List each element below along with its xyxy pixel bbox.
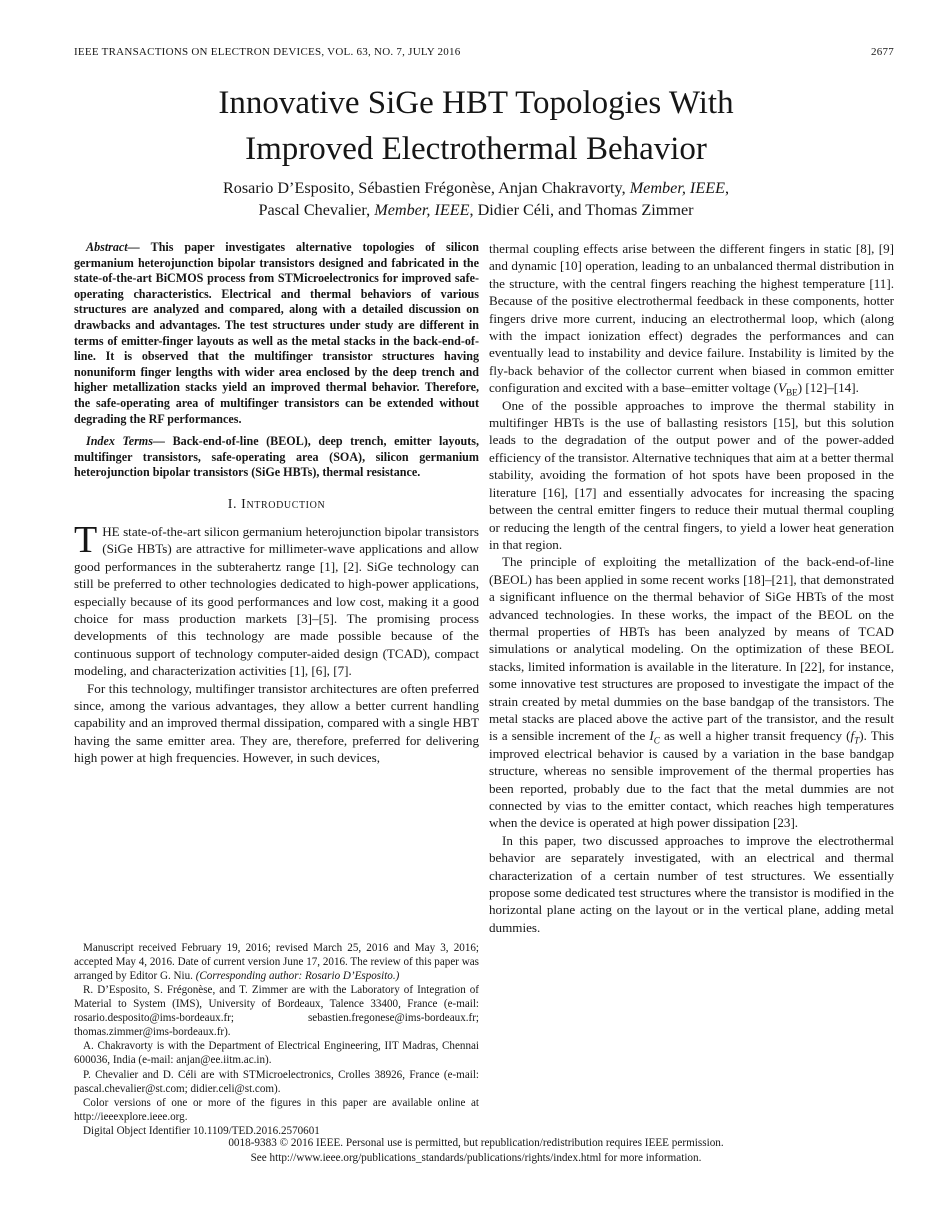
paper-title-line1: Innovative SiGe HBT Topologies With — [218, 85, 734, 121]
footnote-affiliation-iit: A. Chakravorty is with the Department of Electrical Engineering, IIT Madras, Chennai 600036, India (e-mail: anjan@ee.iitm.ac.in). — [74, 1040, 479, 1067]
abstract-label: Abstract— — [86, 240, 151, 254]
journal-title: IEEE TRANSACTIONS ON ELECTRON DEVICES, VOL. 63, NO. 7, JULY 2016 — [74, 46, 461, 58]
running-head — [74, 46, 894, 58]
author-line-1: Rosario D’Esposito, Sébastien Frégonèse, Anjan Chakravorty, Member, IEEE, — [222, 179, 730, 197]
left-column-main — [74, 240, 479, 936]
footnote-manuscript-history: Manuscript received February 19, 2016; revised March 25, 2016 and May 3, 2016; accepted May 4, 2016. Date of current version June 17, 2016. The review of this paper was arranged by Editor G. Niu. (Corresponding author: Rosario D’Esposito.) — [74, 941, 479, 982]
footnote-affiliation-st: P. Chevalier and D. Céli are with STMicroelectronics, Crolles 38926, France (e-mail: pascal.chevalier@st.com; didier.celi@st.com). — [74, 1068, 479, 1095]
intro-paragraph-3: One of the possible approaches to improve the thermal stability in multifinger HBTs is the use of ballasting resistors [15], but this solution leads to the degradation of the output power and of the power-added efficiency of the transistor. Alternative techniques that aim at a better thermal stability, avoiding the formation of hot spots have been proposed in the literature [16], [17] and essentially advocates for increasing the spacing between the central emitter fingers to reduce their mutual thermal coupling or reducing the length of the central fingers, to yield a lower heat generation in that region. — [489, 397, 894, 552]
footnote-doi: Digital Object Identifier 10.1109/TED.2016.2570601 — [83, 1124, 320, 1137]
index-terms-label: Index Terms— — [86, 434, 173, 449]
intro-paragraph-5: In this paper, two discussed approaches to improve the electrothermal behavior are separately investigated, with an electrical and thermal characterization of a certain number of test structures. We essentially propose some dedicated test structures where the transistor is modified in the horizontal plane acting on the layout or in the vertical plane, adding metal dummies. — [489, 832, 894, 935]
author-line-2: Pascal Chevalier, Member, IEEE, Didier Céli, and Thomas Zimmer — [258, 201, 694, 220]
index-terms — [74, 434, 479, 481]
paper-title — [0, 80, 952, 172]
intro-paragraph-2: For this technology, multifinger transistor architectures are often preferred since, among the various advantages, they allow a better current handling capability and an improved thermal dissipation, compared with a single HBT having the same emitter area. They are, therefore, preferred for delivering high power at high frequencies. However, in such devices, — [74, 680, 479, 766]
two-column-body — [74, 240, 894, 1138]
footnote-color-versions: Color versions of one or more of the figures in this paper are available online at http://ieeexplore.ieee.org. — [74, 1096, 479, 1123]
left-column — [74, 240, 479, 1138]
page-number: 2677 — [871, 46, 894, 58]
author-footnote — [74, 941, 479, 1138]
abstract-text: This paper investigates alternative topologies of silicon germanium heterojunction bipolar transistors designed and fabricated in the state-of-the-art BiCMOS process from STMicroelectronics for improved safe-operating characteristics. Electrical and thermal behaviors of various structures are analyzed and compared, along with a detailed discussion on drawbacks and advantages. The test structures under study are different in terms of emitter-finger layouts as well as the metal stacks in the back-end-of-line. It is observed that the multifinger transistor structures having nonuniform finger lengths with wider area enclosed by the deep trench and higher metallization stacks yield an improved thermal behavior. Therefore, the safe-operating area of multifinger transistors can be extended without degrading the RF performances. — [74, 240, 479, 426]
section-heading-introduction: I. Introduction — [227, 496, 326, 512]
copyright-line-1: 0018-9383 © 2016 IEEE. Personal use is permitted, but republication/redistribution requires IEEE permission. — [228, 1137, 724, 1149]
paper-title-line2: Improved Electrothermal Behavior — [245, 131, 707, 168]
right-column — [489, 240, 894, 1138]
footnote-affiliation-ims: R. D’Esposito, S. Frégonèse, and T. Zimmer are with the Laboratory of Integration of Material to System (IMS), University of Bordeaux, Talence 33400, France (e-mail: rosario.desposito@ims-bordeaux.fr; sebastien.fregonese@ims-bordeaux.fr; thomas.zimmer@ims-bordeaux.fr). — [74, 983, 479, 1039]
drop-cap: T — [74, 518, 98, 561]
copyright-line-2: See http://www.ieee.org/publications_standards/publications/rights/index.html for more information. — [250, 1151, 702, 1164]
author-list — [0, 177, 952, 222]
intro-paragraph-1 — [74, 518, 479, 680]
abstract — [74, 240, 479, 427]
intro-paragraph-4: The principle of exploiting the metallization of the back-end-of-line (BEOL) has been applied in some recent works [18]–[21], that demonstrated a significant influence on the thermal behavior of SiGe HBTs of the most advanced technologies. In these works, the impact of the BEOL on the thermal properties of HBTs has been analyzed by means of TCAD simulations or analytical modeling. On the optimization of these BEOL stacks, limited information is available in the literature. In [22], for instance, some innovative test structures are proposed to investigate the impact of the strain created by metal dummies on the base bandgap of the transistors. The metal stacks are placed above the active part of the transistor, and the result is a sensible increment of the $I_C$ as well a higher transit frequency $(f_T)$. This improved electrical behavior is caused by a variation in the base bandgap structure, whereas no sensible improvement of the thermal properties has been reported, probably due to the fact that the metal dummies are not connected by vias to the emitter contact, which reaches high temperatures when the device is operated at high power dissipation [23]. — [489, 554, 894, 831]
intro-paragraph-1-text: HE state-of-the-art silicon germanium heterojunction bipolar transistors (SiGe HBTs) are attractive for millimeter-wave applications and allow good performances in the subterahertz range [1], [2]. SiGe technology can still be preferred to other technologies dedicated to high-power applications, especially because of its good performances and low cost, making it a good choice for mass production markets [3]–[5]. The promising process developments of this technology are made possible because of the continuous support of technology computer-aided design (TCAD), compact modeling, and characterization activities [1], [6], [7]. — [74, 523, 479, 679]
index-terms-text: Back-end-of-line (BEOL), deep trench, emitter layouts, multifinger transistors, safe-operating area (SOA), silicon germanium heterojunction bipolar transistors (SiGe HBTs), thermal resistance. — [74, 434, 479, 480]
copyright-footer — [0, 1136, 952, 1165]
intro-paragraph-2-continued: thermal coupling effects arise between the different fingers in static [8], [9] and dynamic [10] operation, leading to an unbalanced thermal distribution in the structure, with the central fingers reaching the highest temperature [11]. Because of the positive electrothermal feedback in these components, hotter fingers drive more current, inducing an electrothermal loop, which (along with the impact ionization effect) degrades the performances and can eventually lead to instability and device failure. Instability is limited by the fly-back behavior of the collector current when biased in common emitter configuration and excited with a base–emitter voltage $(V_{BE})$ [12]–[14]. — [489, 241, 894, 398]
